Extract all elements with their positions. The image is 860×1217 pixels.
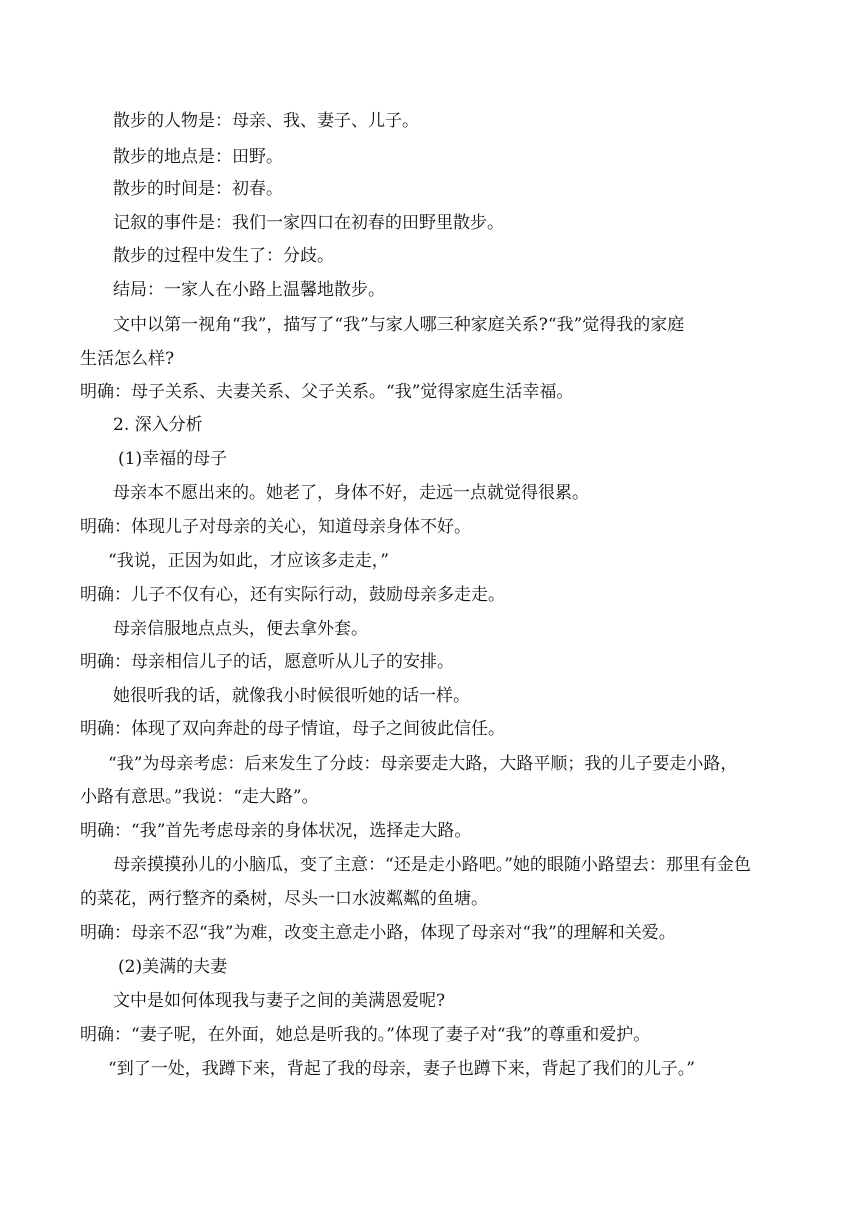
text-line: 结局：一家人在小路上温馨地散步。: [113, 280, 385, 300]
text-line: 的菜花，两行整齐的桑树，尽头一口水波粼粼的鱼塘。: [80, 889, 488, 909]
text-line: 散步的时间是：初春。: [113, 179, 283, 199]
text-line: 明确：母亲不忍“我”为难，改变主意走小路，体现了母亲对“我”的理解和关爱。: [80, 923, 676, 943]
text-line: 明确：母子关系、夫妻关系、父子关系。“我”觉得家庭生活幸福。: [80, 382, 574, 402]
text-line: “我说，正因为如此，才应该多走走，”: [108, 551, 389, 571]
section-heading: 2. 深入分析: [113, 415, 203, 435]
text-line: “到了一处，我蹲下来，背起了我的母亲，妻子也蹲下来，背起了我们的儿子。”: [108, 1059, 695, 1079]
text-line: 散步的过程中发生了：分歧。: [113, 246, 334, 266]
text-line: 明确：体现儿子对母亲的关心，知道母亲身体不好。: [80, 517, 471, 537]
text-line: 散步的地点是：田野。: [113, 147, 283, 167]
text-line: 明确：母亲相信儿子的话，愿意听从儿子的安排。: [80, 652, 454, 672]
text-line: 文中是如何体现我与妻子之间的美满恩爱呢?: [113, 991, 446, 1011]
subsection-heading: (1)幸福的母子: [118, 449, 228, 469]
text-line: 她很听我的话，就像我小时候很听她的话一样。: [113, 686, 470, 706]
text-line: 明确：儿子不仅有心，还有实际行动，鼓励母亲多走走。: [80, 585, 505, 605]
text-line: 记叙的事件是：我们一家四口在初春的田野里散步。: [113, 213, 504, 233]
text-line: 散步的人物是：母亲、我、妻子、儿子。: [113, 111, 419, 131]
text-line: 母亲本不愿出来的。她老了，身体不好，走远一点就觉得很累。: [113, 483, 589, 503]
text-line: 生活怎么样?: [80, 349, 175, 369]
text-line: 小路有意思。”我说：“走大路”。: [80, 787, 319, 807]
text-line: 明确：“妻子呢，在外面，她总是听我的。”体现了妻子对“我”的尊重和爱护。: [80, 1025, 651, 1045]
text-line: 明确：“我”首先考虑母亲的身体状况，选择走大路。: [80, 821, 472, 841]
text-line: 母亲信服地点点头，便去拿外套。: [113, 619, 368, 639]
text-line: 母亲摸摸孙儿的小脑瓜，变了主意：“还是走小路吧。”她的眼随小路望去：那里有金色: [113, 855, 751, 875]
subsection-heading: (2)美满的夫妻: [118, 957, 228, 977]
text-line: 文中以第一视角“我”，描写了“我”与家人哪三种家庭关系?“我”觉得我的家庭: [113, 315, 685, 335]
text-line: 明确：体现了双向奔赴的母子情谊，母子之间彼此信任。: [80, 719, 505, 739]
text-line: “我”为母亲考虑：后来发生了分歧：母亲要走大路，大路平顺；我的儿子要走小路，: [108, 754, 738, 774]
